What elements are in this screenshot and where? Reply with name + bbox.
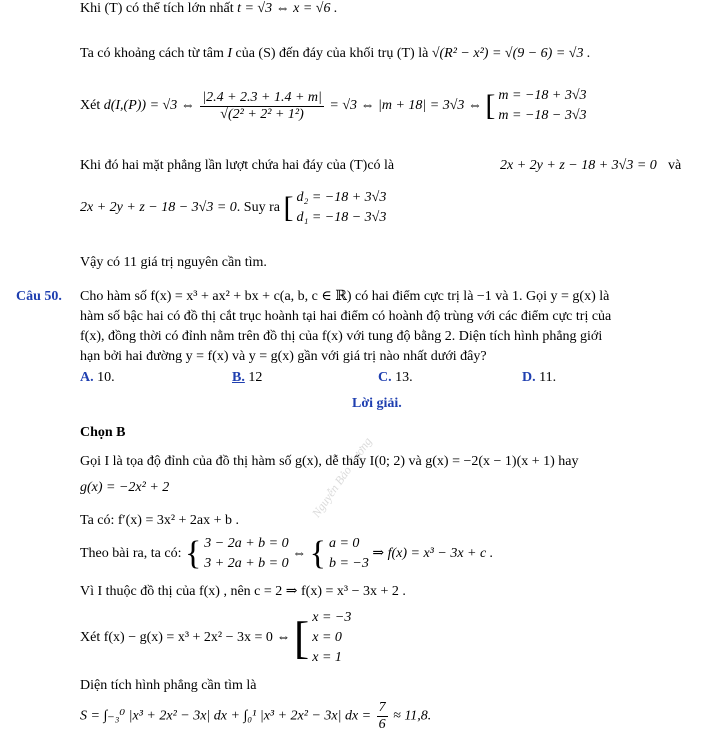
intro-line-1: [80, 0, 337, 18]
text-segment: . Suy ra: [236, 200, 280, 215]
math-segment: t = √3 ⇔ x = √6 .: [237, 1, 338, 16]
math-segment: S = ∫₋₃⁰ |x³ + 2x² − 3x| dx + ∫₀¹ |x³ + 2x² − 3x| dx =: [80, 708, 372, 724]
intro-line-5: [80, 188, 386, 228]
d-system: [293, 188, 386, 228]
solution-line-8: [80, 700, 431, 733]
system-row: x = 0: [312, 630, 342, 645]
question-line-1: Cho hàm số f(x) = x³ + ax² + bx + c(a, b, c ∈ ℝ) có hai điểm cực trị là −1 và 1. Gọi y = g(x) là: [80, 289, 610, 304]
system-row: 3 − 2a + b = 0: [204, 536, 289, 551]
text-segment: và: [668, 158, 682, 173]
system-row: m = −18 − 3√3: [498, 108, 587, 123]
option-letter: D.: [522, 370, 536, 385]
fraction-denominator: 6: [378, 717, 386, 732]
solution-line-1: Gọi I là tọa độ đỉnh của đồ thị hàm số g(x), dễ thấy I(0; 2) và g(x) = −2(x − 1)(x + 1) hay: [80, 454, 579, 469]
system-row: d₁ = −18 − 3√3: [296, 210, 387, 225]
brace-icon: {: [309, 535, 326, 572]
option-text: 12: [244, 370, 263, 385]
question-line-3: f(x), đồng thời có đỉnh nằm trên đồ thị của f(x) với tung độ bằng 2. Diện tích hình phẳng giới: [80, 329, 603, 344]
solution-line-5: Vì I thuộc đồ thị của f(x) , nên c = 2 ⇒ f(x) = x³ − 3x + 2 .: [80, 584, 406, 599]
option-d: [522, 369, 556, 387]
bracket-icon: [: [485, 89, 496, 122]
m-system: [495, 86, 586, 126]
solution-line-6: [80, 608, 351, 668]
solution-line-7: Diện tích hình phẳng cần tìm là: [80, 678, 257, 693]
option-letter: B.: [232, 370, 245, 385]
system-row: b = −3: [328, 556, 369, 571]
system-row: x = 1: [312, 650, 342, 665]
question-line-4: hạn bởi hai đường y = f(x) và y = g(x) gần với giá trị nào nhất dưới đây?: [80, 349, 487, 364]
text-segment: của (S) đến đáy của khối trụ (T) là: [232, 46, 432, 61]
option-b: [232, 369, 262, 387]
math-segment: d(I,(P)) = √3 ⇔: [103, 98, 195, 113]
intro-line-3: [80, 86, 587, 126]
fraction-numerator: |2.4 + 2.3 + 1.4 + m|: [202, 89, 322, 105]
option-c: [378, 369, 413, 387]
solution-title: Lời giải.: [352, 396, 402, 411]
bracket-icon: [: [283, 191, 294, 224]
math-segment: I: [227, 46, 232, 61]
system-row: 3 + 2a + b = 0: [204, 556, 289, 571]
math-segment: √(R² − x²) = √(9 − 6) = √3 .: [431, 46, 591, 61]
text-segment: Ta có khoảng cách từ tâm: [80, 46, 228, 61]
system-row: x = −3: [312, 610, 352, 625]
text-segment: Xét: [80, 98, 104, 113]
option-a: [80, 369, 115, 387]
solution-line-4: [80, 534, 493, 574]
text-segment: Theo bài ra, ta có:: [80, 546, 182, 561]
solution-line-2: g(x) = −2x² + 2: [80, 480, 170, 495]
question-line-2: hàm số bậc hai có đồ thị cắt trục hoành tại hai điểm có hoành độ trùng với các điểm cực trị của: [80, 309, 612, 324]
system-row: d₂ = −18 + 3√3: [296, 190, 387, 205]
area-fraction: [377, 700, 388, 733]
chosen-answer: Chọn B: [80, 425, 126, 440]
roots-list: [309, 608, 351, 668]
text-segment: Khi (T) có thể tích lớn nhất: [80, 1, 238, 16]
bracket-icon: [: [293, 612, 310, 663]
equation-system: [201, 534, 288, 574]
distance-fraction: [200, 90, 324, 123]
intro-line-2: [80, 45, 590, 63]
math-segment: = √3 ⇔ |m + 18| = 3√3 ⇔: [329, 98, 482, 113]
option-text: 11.: [535, 370, 557, 385]
math-segment: 2x + 2y + z − 18 − 3√3 = 0: [80, 200, 237, 215]
system-row: a = 0: [328, 536, 360, 551]
text-segment: Khi đó hai mặt phẳng lần lượt chứa hai đáy của (T)có là: [80, 158, 395, 173]
intro-line-6: Vậy có 11 giá trị nguyên cần tìm.: [80, 255, 267, 270]
math-segment: ⇒ f(x) = x³ − 3x + c .: [372, 546, 494, 561]
option-text: 10.: [93, 370, 115, 385]
fraction-denominator: √(2² + 2² + 1²): [220, 106, 304, 122]
brace-icon: {: [184, 535, 202, 572]
option-letter: A.: [80, 370, 94, 385]
option-text: 13.: [391, 370, 413, 385]
math-segment: 2x + 2y + z − 18 + 3√3 = 0: [500, 158, 657, 173]
solution-line-3: Ta có: f′(x) = 3x² + 2ax + b .: [80, 513, 240, 528]
watermark: Nguyễn Bảo Vương: [308, 434, 375, 520]
option-letter: C.: [378, 370, 392, 385]
intro-line-4: [80, 157, 680, 175]
question-label: Câu 50.: [16, 289, 62, 304]
system-row: m = −18 + 3√3: [498, 88, 587, 103]
fraction-numerator: 7: [378, 700, 386, 715]
solution-system: [326, 534, 369, 574]
text-segment: Xét f(x) − g(x) = x³ + 2x² − 3x = 0 ⇔: [80, 630, 291, 645]
math-segment: ≈ 11,8.: [393, 708, 432, 724]
math-segment: ⇔: [292, 546, 307, 561]
